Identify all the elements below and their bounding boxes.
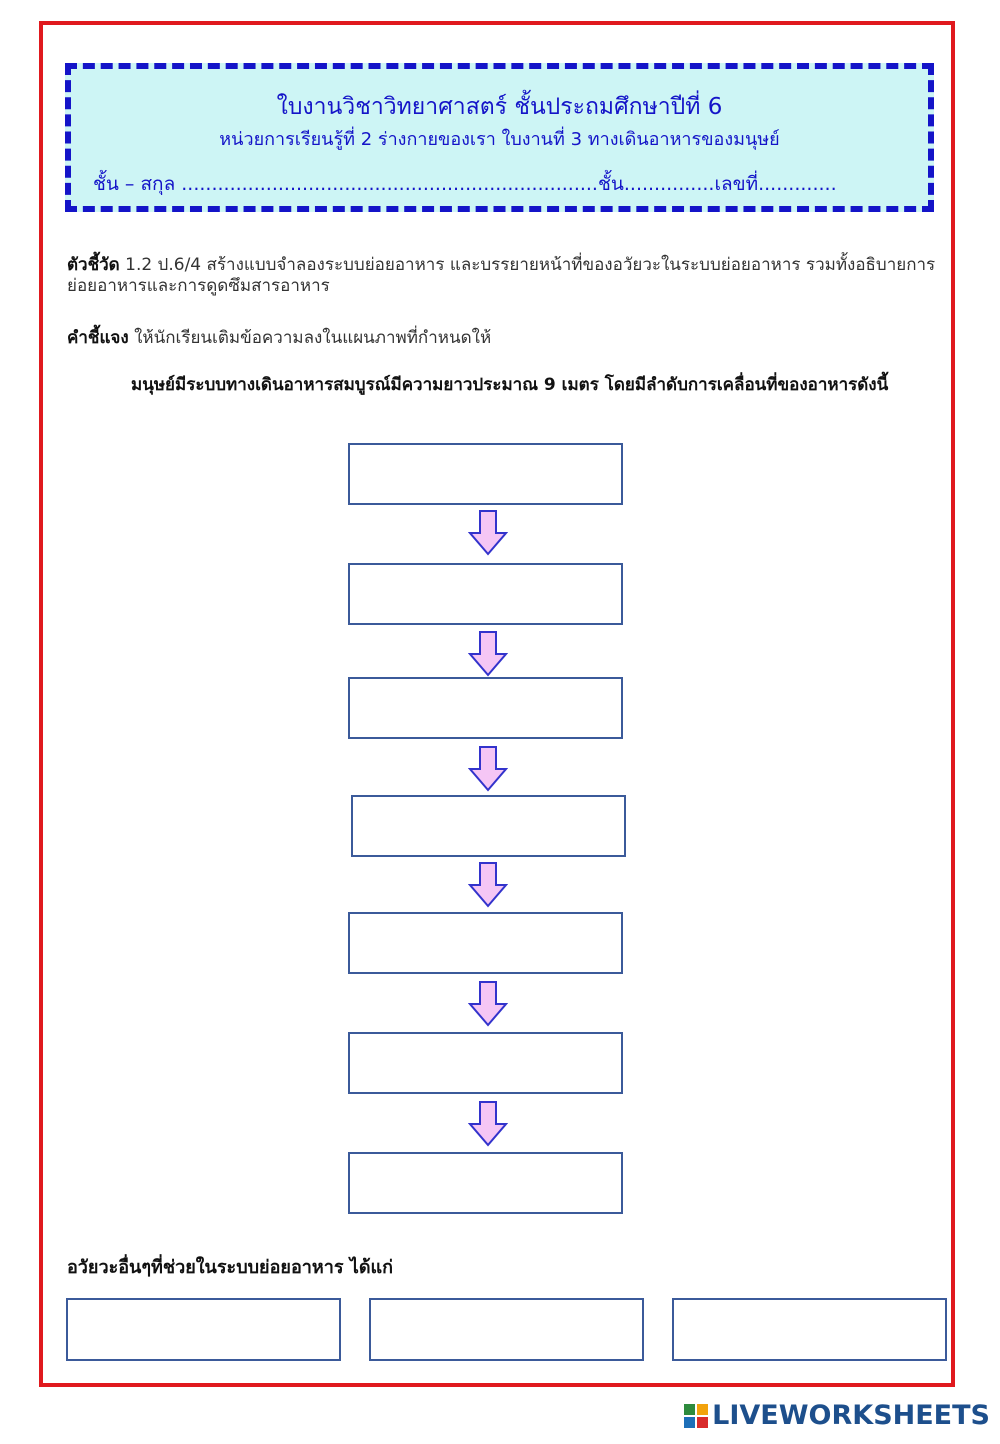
liveworksheets-logo-icon: [684, 1404, 708, 1428]
instruction-text: ให้นักเรียนเติมข้อความลงในแผนภาพที่กำหนดให้: [128, 328, 492, 348]
down-arrow-icon: [468, 1101, 508, 1147]
other-organ-answer-box-1[interactable]: [66, 1298, 341, 1361]
other-organs-label: อวัยวะอื่นๆที่ช่วยในระบบย่อยอาหาร ได้แก่: [67, 1257, 394, 1278]
other-organ-answer-box-2[interactable]: [369, 1298, 644, 1361]
other-organ-answer-box-3[interactable]: [672, 1298, 947, 1361]
down-arrow-icon: [468, 631, 508, 677]
flow-step-2-box[interactable]: [348, 563, 623, 625]
flow-step-4-box[interactable]: [351, 795, 626, 857]
indicator-text: 1.2 ป.6/4 สร้างแบบจำลองระบบย่อยอาหาร และบรรยายหน้าที่ของอวัยวะในระบบย่อยอาหาร รวมทั้งอธิบายการย่อยอาหารและการดูดซึมสารอาหาร: [67, 255, 936, 296]
flow-step-7-box[interactable]: [348, 1152, 623, 1214]
indicator-paragraph: [67, 255, 937, 297]
flow-step-3-box[interactable]: [348, 677, 623, 739]
instruction-label: คำชี้แจง: [67, 328, 129, 348]
down-arrow-icon: [468, 981, 508, 1027]
flow-step-6-box[interactable]: [348, 1032, 623, 1094]
intro-paragraph: [67, 375, 937, 396]
worksheet-title: ใบงานวิชาวิทยาศาสตร์ ชั้นประถมศึกษาปีที่ 6: [276, 94, 723, 120]
instruction-paragraph: [67, 328, 937, 349]
indicator-label: ตัวชี้วัด: [67, 255, 120, 275]
flow-step-1-box[interactable]: [348, 443, 623, 505]
brand-name: LIVEWORKSHEETS: [712, 1400, 990, 1431]
student-info-line: ชั้น – สกุล .....................................................................ชั้น...............เลขที่.............: [93, 173, 837, 195]
flow-step-5-box[interactable]: [348, 912, 623, 974]
down-arrow-icon: [468, 746, 508, 792]
down-arrow-icon: [468, 510, 508, 556]
liveworksheets-brand: [684, 1400, 990, 1431]
down-arrow-icon: [468, 862, 508, 908]
worksheet-subtitle: หน่วยการเรียนรู้ที่ 2 ร่างกายของเรา ใบงานที่ 3 ทางเดินอาหารของมนุษย์: [219, 129, 780, 150]
worksheet-header: [65, 63, 934, 212]
intro-text: มนุษย์มีระบบทางเดินอาหารสมบูรณ์มีความยาวประมาณ 9 เมตร โดยมีลำดับการเคลื่อนที่ของอาหารดังนี้: [131, 375, 889, 395]
